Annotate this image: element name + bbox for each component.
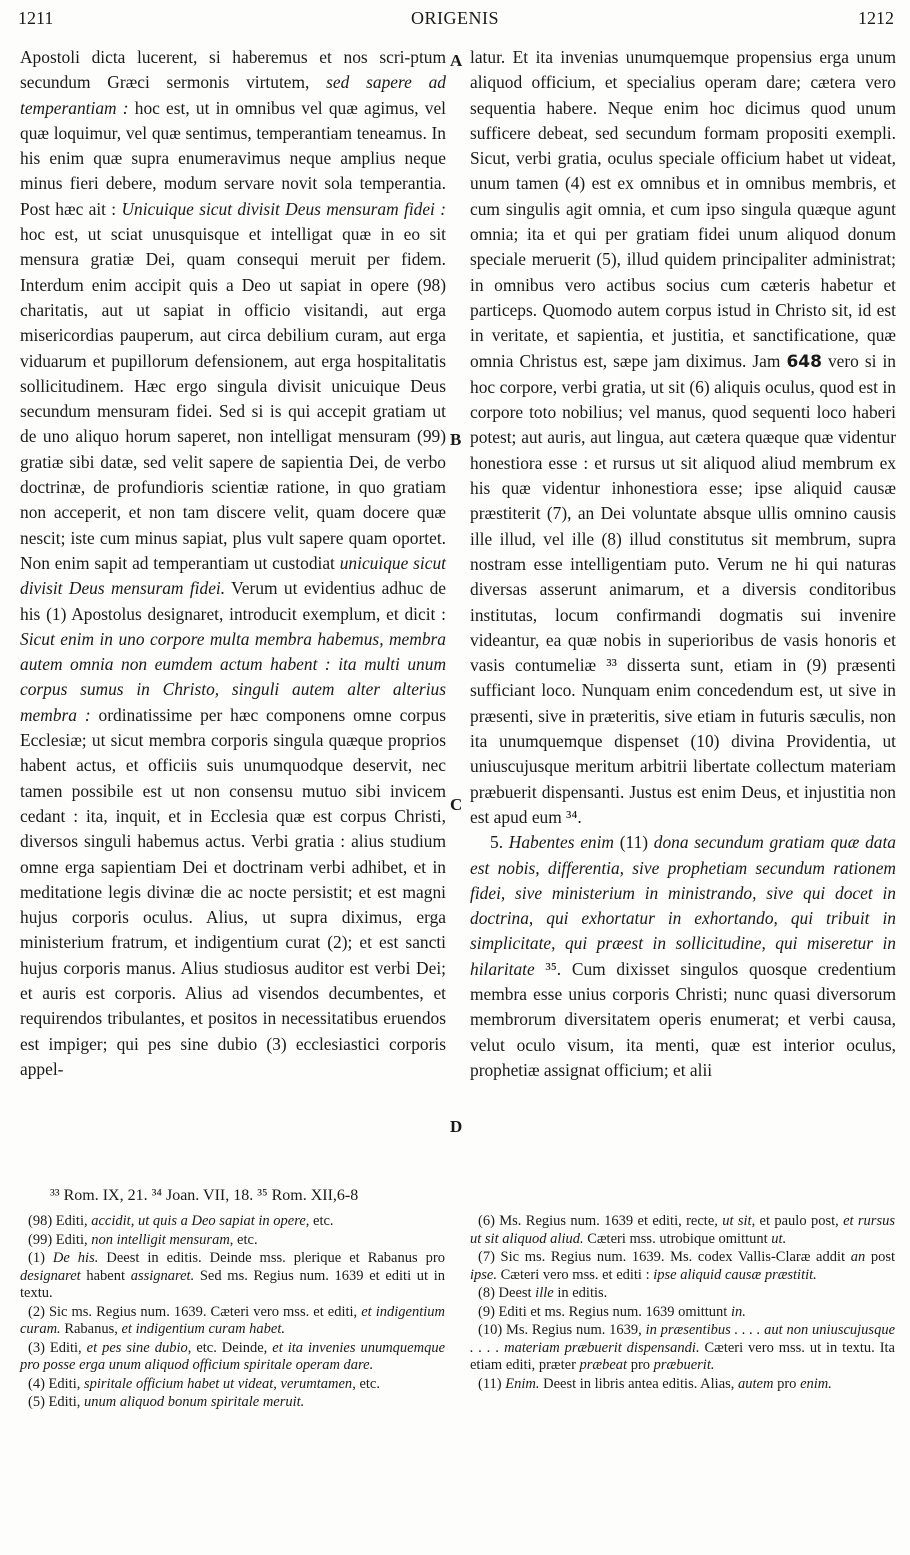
text-run: Cæteri mss. utrobique omittunt xyxy=(583,1230,772,1247)
text-run: ³⁵. Cum dixisset singulos quosque credentium membra esse unius corporis Christi; nunc quasi diversorum membrorum diversitatem operis enumerat; et verbi causa, velut oculo visum, ita menti, quæ est interior oculus, prophetiæ assignat officium; et alii xyxy=(470,958,896,1080)
text-run: , etc. xyxy=(229,1231,258,1248)
italic-run: an xyxy=(850,1249,866,1265)
italic-run: assignaret. xyxy=(130,1267,195,1284)
italic-run: et indigentium curam habet. xyxy=(121,1321,286,1337)
italic-run: ille xyxy=(535,1285,554,1301)
margin-marker-d: D xyxy=(450,1117,463,1136)
text-run: (98) Editi, xyxy=(28,1213,92,1229)
left-paragraph xyxy=(20,45,446,1082)
italic-run: et ita invenies unumquemque pro posse erga unum aliquod officium spiritale operam dare. xyxy=(20,1339,446,1373)
scripture-references: ³³ Rom. IX, 21. ³⁴ Joan. VII, 18. ³⁵ Rom. XII,6-8 xyxy=(50,1187,359,1204)
italic-run: designaret xyxy=(20,1267,81,1284)
text-run: (9) Editi et ms. Regius num. 1639 omittunt xyxy=(478,1303,731,1320)
italic-run: ut. xyxy=(771,1230,787,1247)
footnote xyxy=(470,1285,895,1303)
text-run: Sed ms. Regius num. 1639 et editi ut in textu. xyxy=(20,1267,445,1301)
italic-run: ipse aliquid causæ præstitit. xyxy=(653,1266,817,1283)
footnote xyxy=(20,1340,445,1375)
italic-run: et rursus ut sit aliquod aliud. xyxy=(470,1213,895,1247)
italic-run: De his. xyxy=(52,1250,99,1266)
footnote xyxy=(470,1376,895,1394)
text-run: habent xyxy=(80,1267,131,1284)
footnote xyxy=(470,1249,895,1284)
footnote xyxy=(20,1213,445,1231)
text-run: (11) xyxy=(478,1375,506,1392)
italic-run: unicuique sicut divisit Deus mensuram fidei. xyxy=(20,552,446,599)
italic-run: ut sit xyxy=(722,1213,752,1229)
italic-run: ipse. xyxy=(470,1266,497,1283)
right-text-column xyxy=(470,45,896,1083)
text-run: Cæteri vero mss. et editi : xyxy=(496,1266,654,1283)
text-run: latur. Et ita invenias unumquemque propensius erga unum aliquod officium, et specialius operam dare; cætera vero sequentia habere. Neque enim hoc dicimus quod unum sufficere debeat, sed secundum formam propositi exempli. Sicut, verbi gratia, oculus speciale officium habet ut videat, unum tamen (4) est ex omnibus et in omnibus membris, et cum singulis agit omnia, et cum ipso singula quæque agunt omnia; ita et qui per gratiam fidei unum aliquod donum speciale meruerit (5), illud quidem principaliter administrat; in omnibus vero actibus socius cum cæteris habetur et particeps. Quomodo autem corpus istud in Christo sit, id est in veritate, et sapientia, et justitia, et sanctificatione, quæ omnia Christus est, sæpe jam diximus. Jam xyxy=(470,47,896,371)
italic-run: autem xyxy=(738,1375,774,1392)
text-run: (3) Editi, xyxy=(28,1339,87,1356)
text-run: Apostoli dicta lucerent, si haberemus et nos scri-ptum secundum Græci sermonis virtutem, xyxy=(20,47,446,93)
text-run: , etc. xyxy=(305,1213,334,1229)
text-run: (2) Sic ms. Regius num. 1639. Cæteri vero mss. et editi, xyxy=(28,1303,362,1320)
footnote xyxy=(20,1304,445,1339)
text-run: (11) xyxy=(614,832,654,853)
italic-run: unum aliquod bonum spiritale meruit. xyxy=(83,1394,305,1410)
text-run: (4) Editi, xyxy=(28,1375,84,1392)
right-column-number: 1212 xyxy=(858,8,894,28)
italic-run: in. xyxy=(730,1303,746,1320)
italic-run: præbuerit. xyxy=(653,1357,715,1373)
left-column-number: 1211 xyxy=(18,8,54,28)
footnote xyxy=(20,1376,445,1394)
text-run: , et paulo post, xyxy=(751,1213,844,1229)
italic-run: spiritale officium habet ut videat, verumtamen xyxy=(83,1375,353,1392)
left-text-column xyxy=(20,45,446,1082)
text-run: in editis. xyxy=(553,1285,608,1301)
text-run: post xyxy=(865,1249,895,1265)
right-paragraph-1 xyxy=(470,45,896,830)
text-run: , etc. xyxy=(352,1375,380,1392)
text-run: (10) Ms. Regius num. 1639, xyxy=(478,1322,646,1338)
italic-run: et indigentium curam. xyxy=(20,1303,445,1337)
footnote xyxy=(470,1322,895,1375)
italic-run: Sicut enim in uno corpore multa membra habemus, membra autem omnia non eumdem actum habent : ita multi unum corpus sumus in Christo, singuli autem alter alterius membra : xyxy=(20,628,446,725)
right-paragraph-2 xyxy=(470,830,896,1083)
footnotes-right xyxy=(470,1213,895,1394)
text-run: pro xyxy=(773,1375,801,1392)
footnotes-left xyxy=(20,1213,445,1413)
footnote xyxy=(20,1394,445,1412)
running-header xyxy=(0,6,910,32)
italic-run: accidit, ut quis a Deo sapiat in opere xyxy=(91,1213,306,1229)
text-run: , etc. Deinde, xyxy=(187,1339,273,1356)
page-number-marker: 648 xyxy=(786,351,822,372)
text-run: (8) Deest xyxy=(478,1285,536,1301)
text-run: pro xyxy=(627,1357,654,1373)
italic-run: præbeat xyxy=(579,1357,628,1373)
italic-run: enim. xyxy=(800,1375,832,1392)
text-run: (6) Ms. Regius num. 1639 et editi, recte, xyxy=(478,1213,723,1229)
text-run: hoc est, ut sciat unusquisque et intelligat quæ in eo sit mensura gratiæ Dei, quam consequi meruit per fidem. Interdum enim accipit quis a Deo ut sapiat in opere (98) charitatis, aut ut sapiat in officio visitandi, aut erga misericordias pauperum, aut circa debilium curam, aut erga viduarum et pupillorum defensionem, aut erga hospitalitatis sollicitudinem. Hæc ergo singula divisit unicuique Deus secundum mensuram fidei. Sed si is qui accepit gratiam ut de uno aliquo horum saperet, non intelligat mensuram (99) gratiæ sibi datæ, sed velit sapere de sapientia Dei, de verbo doctrinæ, de profundioris scientiæ ratione, in quo gratiam non acceperit, et non tam discere velit, quam docere quæ nescit; iste cum minus sapiat, plus vult sapere quam oportet. Non enim sapit ad temperantiam ut custodiat xyxy=(20,224,446,573)
italic-run: in præsentibus . . . . aut non uniuscujusque . . . . materiam præbuerit dispensandi. xyxy=(470,1322,896,1356)
footnote xyxy=(470,1213,895,1248)
margin-marker-b: B xyxy=(450,430,462,449)
text-run: Verum ut evidentius adhuc de his (1) Apostolus designaret, introducit exemplum, et dicit : xyxy=(20,578,446,624)
italic-run: dona secundum gratiam quæ data est nobis, differentia, sive prophetiam secundum rationem fidei, sive ministerium in ministrando, sive qui docet in doctrina, qui exhortatur in exhortando, qui tribuit in simplicitate, qui præest in sollicitudine, qui miseretur in hilaritate xyxy=(470,832,896,979)
text-run: vero si in hoc corpore, verbi gratia, ut sit (6) aliquis oculus, quod est in corpore toto nobilius; vel manus, quod sequenti loco haberi potest; aut auris, aut lingua, aut cætera quæque quæ videntur honestiora esse : et rursus ut sit aliquod aliud membrum ex his quæ videntur inhonestiora esse; ipse aliquid causæ præstiterit (7), an Dei voluntate absque ullis omnino causis ille illud, vel ille (8) illud constitutus sit membrum, supra nostram esse intelligentiam puto. Verum ne hi qui naturas diversas asserunt animarum, et a diversis conditoribus institutas, locum confirmandi dogmatis sui invenire videantur, ea quæ nobis in superioribus de vasis honoris et vasis contumeliæ ³³ disserta sunt, etiam in (9) præsenti sufficiant loco. Nunquam enim concedendum est, ut sive in præsenti, sive in præteritis, sive etiam in futuris sæculis, non ita unumquemque dispenset (10) divina Providentia, ut uniuscujusque meritum arbitrii libertate collectum materiam præbuerit dispensanti. Justus est enim Deus, et injustitia non est apud eum ³⁴. xyxy=(470,350,897,827)
italic-run: Unicuique sicut divisit Deus mensuram fidei : xyxy=(121,198,446,219)
text-run: Rabanus, xyxy=(60,1321,122,1337)
text-run: ordinatissime per hæc componens omne corpus Ecclesiæ; ut sicut membra corporis singula quæque proprios habent actus, et officiis suis unumquodque deservit, nec tamen possibile est ut non consensu mutuo sibi invicem cedant : ita, inquit, et in Ecclesia quæ est corpus Christi, diversos singuli habemus actus. Verbi gratia : alius studium omne erga sapientiam Dei et doctrinam verbi adhibet, et in meditatione legis divinæ die ac nocte persistit; et est magni hujus corporis oculus. Alius, ut supra diximus, erga ministerium fratrum, et indigentium curat (2); et est sancti hujus corporis manus. Alius studiosus auditor est verbi Dei; et auris est corporis. Alius ad visendos decumbentes, et requirendos tribulantes, et positos in necessitatibus eruendos est impiger; qui pes sine dubio (3) ecclesiastici corporis appel- xyxy=(20,704,446,1079)
text-run: (1) xyxy=(28,1250,53,1266)
text-run: hoc est, ut in omnibus vel quæ agimus, vel quæ loquimur, vel quæ sentimus, temperantiam teneamus. In his enim quæ supra enumeravimus neque amplius neque minus fieri debere, modum servare novit sola temperantia. Post hæc ait : xyxy=(20,97,446,219)
italic-run: sed sapere ad temperantiam : xyxy=(20,72,446,118)
text-run: Cæteri vero mss. ut in textu. Ita etiam editi, præter xyxy=(470,1339,895,1373)
running-title: ORIGENIS xyxy=(411,8,499,28)
italic-run: et pes sine dubio xyxy=(86,1339,188,1356)
text-run: Deest in editis. Deinde mss. plerique et Rabanus pro xyxy=(98,1250,445,1266)
italic-run: non intelligit mensuram xyxy=(91,1231,230,1248)
footnote xyxy=(20,1250,445,1303)
margin-marker-a: A xyxy=(450,51,463,70)
italic-run: Habentes enim xyxy=(508,832,614,853)
footnote xyxy=(20,1232,445,1250)
text-run: (7) Sic ms. Regius num. 1639. Ms. codex Vallis-Claræ addit xyxy=(478,1249,851,1265)
text-run: 5. xyxy=(490,832,509,853)
footnote xyxy=(470,1304,895,1322)
margin-marker-c: C xyxy=(450,795,463,814)
text-run: (99) Editi, xyxy=(28,1231,92,1248)
italic-run: Enim. xyxy=(505,1375,540,1392)
text-run: (5) Editi, xyxy=(28,1394,84,1410)
text-run: Deest in libris antea editis. Alias, xyxy=(539,1375,739,1392)
